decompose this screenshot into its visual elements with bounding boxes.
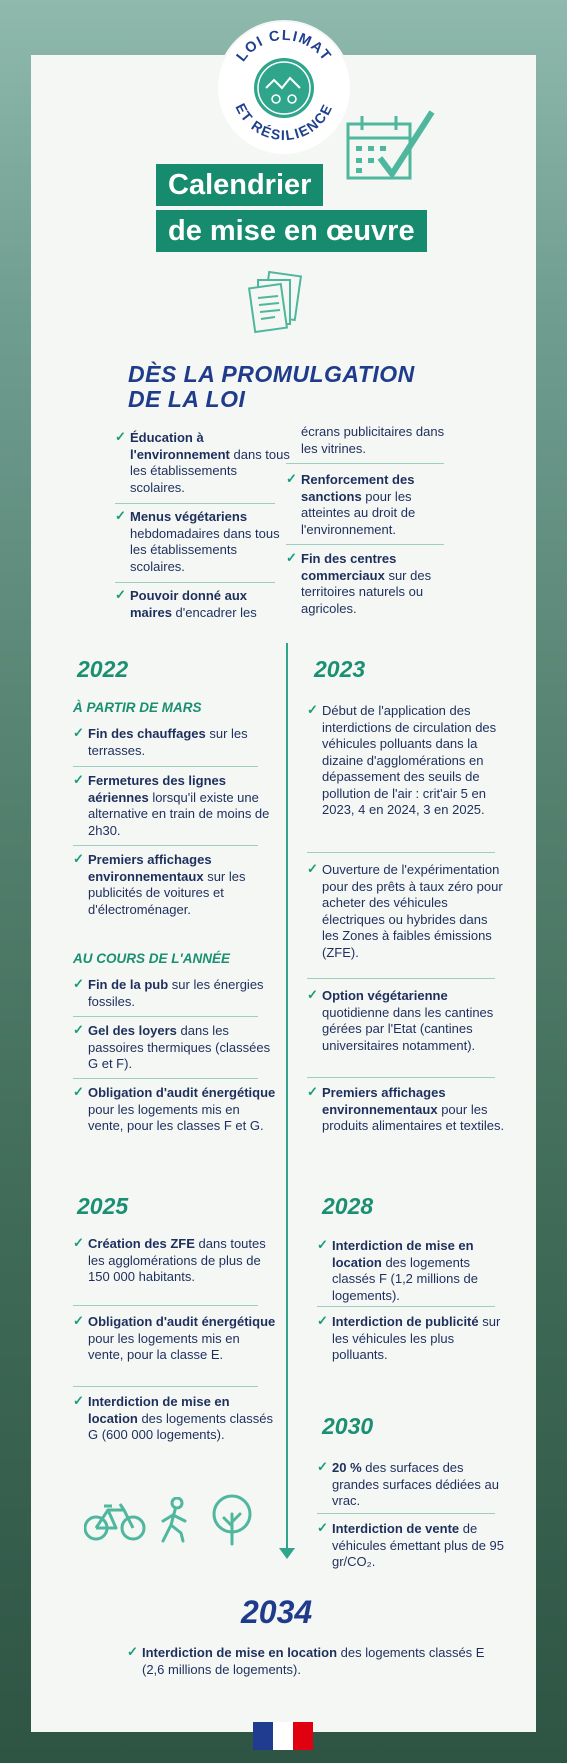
list-item: ✓ Pouvoir donné aux maires d'encadrer les [115,587,257,620]
list-item: ✓ Interdiction de vente de véhicules émettant plus de 95 gr/CO₂. [317,1520,504,1569]
check-icon: ✓ [307,861,318,876]
check-icon: ✓ [317,1520,328,1535]
list-item: écrans publicitaires dans les vitrines. [301,424,445,456]
divider [317,1306,495,1307]
check-icon: ✓ [73,976,84,991]
list-item: ✓ Menus végétariens hebdomadaires dans tous les établissements scolaires. [115,508,280,574]
divider [73,1016,258,1017]
list-item: ✓ Ouverture de l'expérimentation pour des prêts à taux zéro pour acheter des véhicules électriques ou hybrides dans les Zones à faibles émissions (ZFE). [307,861,503,960]
list-item: ✓ Éducation à l'environnement dans tous les établissements scolaires. [115,429,290,495]
check-icon: ✓ [73,1084,84,1099]
subhead-mars: À PARTIR DE MARS [73,700,202,715]
divider [307,1077,495,1078]
check-icon: ✓ [115,429,126,444]
divider [115,503,275,504]
french-flag-logo [253,1722,313,1750]
list-item: ✓ Interdiction de mise en location des logements classés F (1,2 millions de logements). [317,1237,478,1303]
divider [286,544,444,545]
list-item: ✓ Début de l'application des interdictions de circulation des véhicules polluants dans la dizaine d'agglomérations en dépassement des seuils de pollution de l'air : crit'air 5 en 2023, 4 en 2024, 3 en 2025. [307,702,497,817]
list-item: ✓ Interdiction de publicité sur les véhicules les plus polluants. [317,1313,501,1362]
list-item: ✓ Fin des centres commerciaux sur des territoires naturels ou agricoles. [286,550,432,616]
year-2034: 2034 [241,1594,313,1630]
promulgation-heading-2: DE LA LOI [128,386,246,412]
tree-icon [210,1494,254,1546]
check-icon: ✓ [307,702,318,717]
check-icon: ✓ [317,1313,328,1328]
documents-icon [248,270,312,336]
check-icon: ✓ [73,1393,84,1408]
bicycle-icon [84,1500,146,1542]
list-item: ✓ Option végétarienne quotidienne dans les cantines gérées par l'Etat (cantines universitaires notamment). [307,987,494,1053]
year-2023: 2023 [314,656,366,682]
divider [286,463,444,464]
flag-red-band [293,1722,313,1750]
divider [73,1305,258,1306]
list-item: ✓ 20 % des surfaces des grandes surfaces dédiées au vrac. [317,1459,499,1508]
list-item: ✓ Fin des chauffages sur les terrasses. [73,725,248,758]
check-icon: ✓ [115,587,126,602]
year-2030: 2030 [322,1413,374,1439]
list-item: ✓ Renforcement des sanctions pour les atteintes au droit de l'environnement. [286,471,416,537]
check-icon: ✓ [286,471,297,486]
list-item: ✓ Obligation d'audit énergétique pour les logements mis en vente, pour la classe E. [73,1313,276,1362]
list-item: ✓ Gel des loyers dans les passoires thermiques (classées G et F). [73,1022,271,1071]
divider [73,845,258,846]
divider [73,1386,258,1387]
check-icon: ✓ [73,851,84,866]
seal-top-text: LOI CLIMAT [233,27,335,65]
check-icon: ✓ [317,1459,328,1474]
check-icon: ✓ [73,1022,84,1037]
check-icon: ✓ [73,725,84,740]
list-item: ✓ Fermetures des lignes aériennes lorsqu'il existe une alternative en train de moins de 2h30. [73,772,270,838]
check-icon: ✓ [307,987,318,1002]
promulgation-heading-1: DÈS LA PROMULGATION [128,361,415,387]
flag-white-band [273,1722,293,1750]
list-item: ✓ Obligation d'audit énergétique pour les logements mis en vente, pour les classes F et G. [73,1084,276,1133]
check-icon: ✓ [73,772,84,787]
divider [73,1078,258,1079]
divider [317,1513,495,1514]
list-item: ✓ Premiers affichages environnementaux pour les produits alimentaires et textiles. [307,1084,505,1133]
check-icon: ✓ [317,1237,328,1252]
check-icon: ✓ [73,1313,84,1328]
divider [307,978,495,979]
flag-blue-band [253,1722,273,1750]
year-2025: 2025 [77,1193,129,1219]
title-line-1: Calendrier [156,164,323,206]
walking-person-icon [157,1497,191,1543]
check-icon: ✓ [127,1644,138,1659]
seal-bottom-text: ET RÉSILIENCE [232,100,336,144]
check-icon: ✓ [73,1235,84,1250]
divider [73,766,258,767]
list-item: ✓ Fin de la pub sur les énergies fossiles. [73,976,264,1009]
check-icon: ✓ [307,1084,318,1099]
divider [307,852,495,853]
year-2028: 2028 [322,1193,374,1219]
check-icon: ✓ [115,508,126,523]
divider [115,582,275,583]
subhead-annee: AU COURS DE L'ANNÉE [73,951,230,966]
list-item: ✓ Interdiction de mise en location des logements classés E (2,6 millions de logements). [127,1644,485,1677]
seal-lettering [218,22,350,154]
list-item: ✓ Premiers affichages environnementaux sur les publicités de voitures et d'électroménager. [73,851,246,917]
year-2022: 2022 [77,656,129,682]
title-line-2: de mise en œuvre [156,210,427,252]
list-item: ✓ Création des ZFE dans toutes les agglomérations de plus de 150 000 habitants. [73,1235,266,1284]
timeline-line [286,643,288,1548]
timeline-arrow-icon [279,1548,295,1559]
list-item: ✓ Interdiction de mise en location des logements classés G (600 000 logements). [73,1393,273,1442]
calendar-check-icon [346,108,438,190]
check-icon: ✓ [286,550,297,565]
loi-climat-seal [218,22,350,154]
